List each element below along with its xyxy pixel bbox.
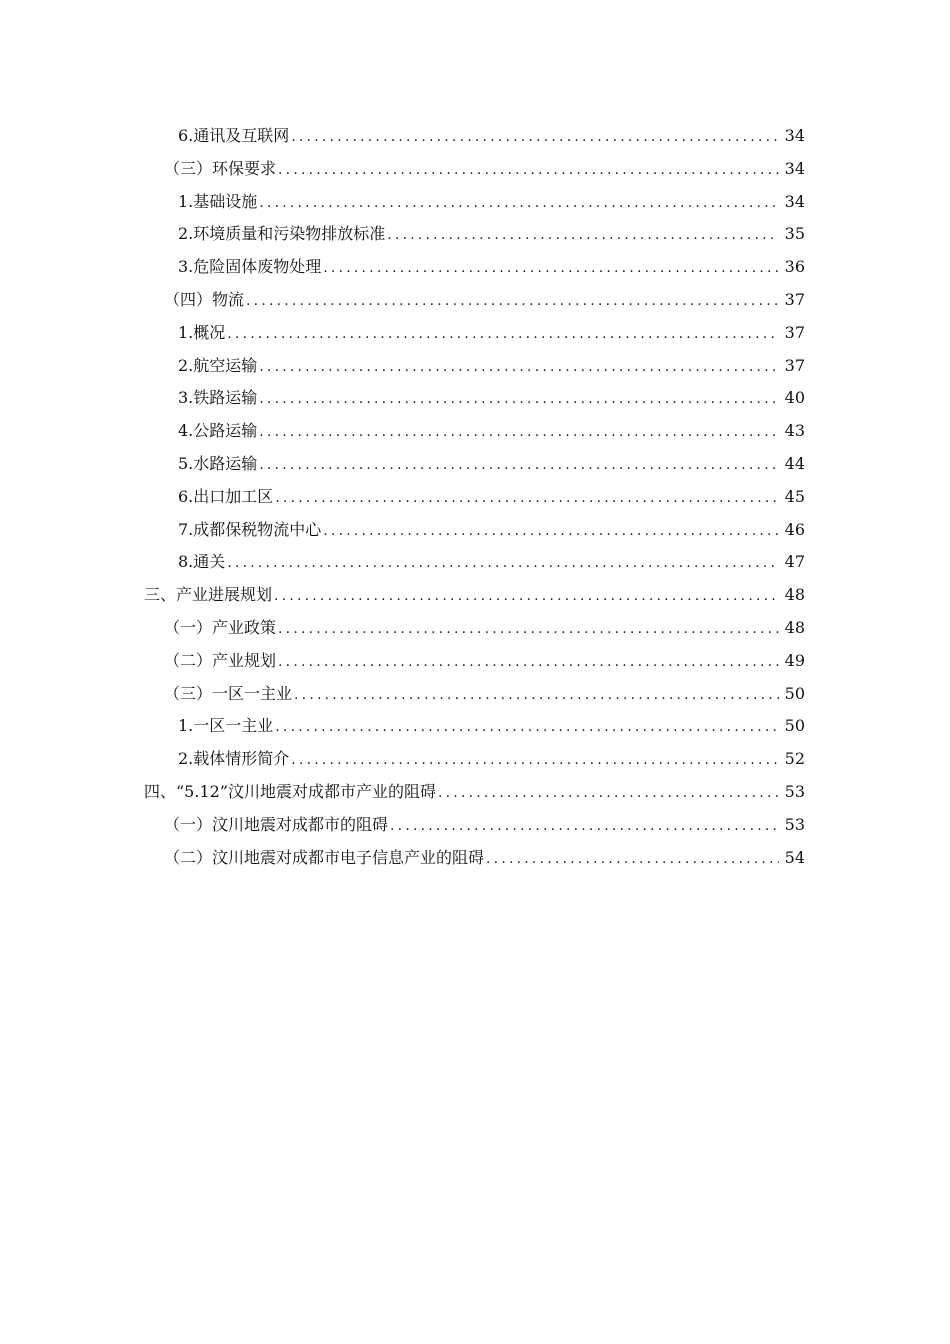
toc-page-number: 48	[784, 617, 805, 637]
toc-leader-dots	[259, 416, 779, 449]
toc-leader-dots	[259, 383, 779, 416]
toc-entry-title: （一）汶川地震对成都市的阻碍	[164, 814, 389, 834]
toc-entry-title: 6.出口加工区	[178, 486, 274, 506]
toc-entry[interactable]	[0, 842, 950, 875]
toc-entry[interactable]	[0, 350, 950, 383]
toc-entry[interactable]	[0, 809, 950, 842]
toc-leader-dots	[438, 777, 779, 810]
toc-entry-title: （二）产业规划	[164, 650, 277, 670]
toc-leader-dots	[291, 121, 779, 154]
toc-entry[interactable]	[0, 579, 950, 612]
toc-leader-dots	[390, 810, 779, 843]
toc-entry-title: 2.航空运输	[178, 355, 258, 375]
toc-entry[interactable]	[0, 251, 950, 284]
toc-leader-dots	[291, 744, 779, 777]
toc-entry-title: 四、“5.12”汶川地震对成都市产业的阻碍	[144, 781, 436, 801]
toc-entry[interactable]	[0, 120, 950, 153]
toc-page-number: 50	[784, 683, 805, 703]
toc-entry[interactable]	[0, 186, 950, 219]
toc-page-number: 49	[784, 650, 805, 670]
toc-leader-dots	[259, 351, 779, 384]
toc-entry[interactable]	[0, 382, 950, 415]
toc-entry[interactable]	[0, 678, 950, 711]
toc-page-number: 45	[784, 486, 805, 506]
toc-entry-title: 4.公路运输	[178, 421, 258, 441]
toc-entry[interactable]	[0, 514, 950, 547]
toc-leader-dots	[274, 580, 779, 613]
toc-entry-title: （三）一区一主业	[164, 683, 293, 703]
table-of-contents	[0, 120, 950, 874]
toc-entry-title: 3.危险固体废物处理	[178, 257, 322, 277]
toc-entry-title: 1.一区一主业	[178, 716, 274, 736]
toc-entry-title: 3.铁路运输	[178, 388, 258, 408]
toc-leader-dots	[278, 613, 779, 646]
toc-page-number: 47	[784, 552, 805, 572]
toc-page-number: 44	[784, 453, 805, 473]
toc-page-number: 54	[784, 847, 805, 867]
toc-page-number: 34	[784, 126, 805, 145]
toc-entry[interactable]	[0, 415, 950, 448]
toc-entry-title: 2.环境质量和污染物排放标准	[178, 224, 386, 244]
toc-entry-title: 1.基础设施	[178, 191, 258, 211]
toc-entry-title: （二）汶川地震对成都市电子信息产业的阻碍	[164, 847, 485, 867]
toc-page-number: 34	[784, 158, 805, 178]
toc-leader-dots	[323, 515, 779, 548]
toc-page-number: 37	[784, 355, 805, 375]
toc-leader-dots	[278, 154, 779, 187]
toc-leader-dots	[278, 646, 779, 679]
toc-entry-title: （三）环保要求	[164, 158, 277, 178]
toc-page-number: 34	[784, 191, 805, 211]
toc-leader-dots	[275, 711, 779, 744]
toc-entry[interactable]	[0, 645, 950, 678]
toc-entry[interactable]	[0, 317, 950, 350]
toc-entry[interactable]	[0, 284, 950, 317]
toc-leader-dots	[227, 318, 779, 351]
toc-entry[interactable]	[0, 776, 950, 809]
toc-leader-dots	[246, 285, 779, 318]
toc-page-number: 37	[784, 322, 805, 342]
toc-leader-dots	[323, 252, 779, 285]
toc-entry[interactable]	[0, 710, 950, 743]
toc-page-number: 35	[784, 224, 805, 244]
toc-entry[interactable]	[0, 448, 950, 481]
toc-leader-dots	[486, 843, 779, 876]
toc-entry[interactable]	[0, 153, 950, 186]
toc-entry-title: 7.成都保税物流中心	[178, 519, 322, 539]
toc-page-number: 40	[784, 388, 805, 408]
toc-page-number: 50	[784, 716, 805, 736]
toc-page-number: 53	[784, 814, 805, 834]
toc-entry-title: 1.概况	[178, 322, 226, 342]
toc-entry-title: （一）产业政策	[164, 617, 277, 637]
toc-page-number: 53	[784, 781, 805, 801]
toc-entry[interactable]	[0, 743, 950, 776]
toc-entry[interactable]	[0, 612, 950, 645]
toc-leader-dots	[227, 547, 779, 580]
toc-page-number: 36	[784, 257, 805, 277]
toc-leader-dots	[387, 219, 779, 252]
toc-leader-dots	[275, 482, 779, 515]
toc-page-number: 52	[784, 749, 805, 769]
toc-entry-title: 5.水路运输	[178, 453, 258, 473]
toc-entry[interactable]	[0, 546, 950, 579]
toc-entry-title: 2.载体情形简介	[178, 749, 290, 769]
toc-leader-dots	[294, 679, 779, 712]
toc-entry-title: （四）物流	[164, 289, 245, 309]
toc-page-number: 43	[784, 421, 805, 441]
toc-leader-dots	[259, 449, 779, 482]
toc-page-number: 48	[784, 585, 805, 605]
toc-page-number: 37	[784, 289, 805, 309]
toc-entry-title: 三、产业进展规划	[144, 585, 273, 605]
toc-page-number: 46	[784, 519, 805, 539]
toc-entry[interactable]	[0, 218, 950, 251]
toc-entry[interactable]	[0, 481, 950, 514]
toc-entry-title: 8.通关	[178, 552, 226, 572]
toc-entry-title: 6.通讯及互联网	[178, 126, 290, 145]
toc-leader-dots	[259, 187, 779, 220]
